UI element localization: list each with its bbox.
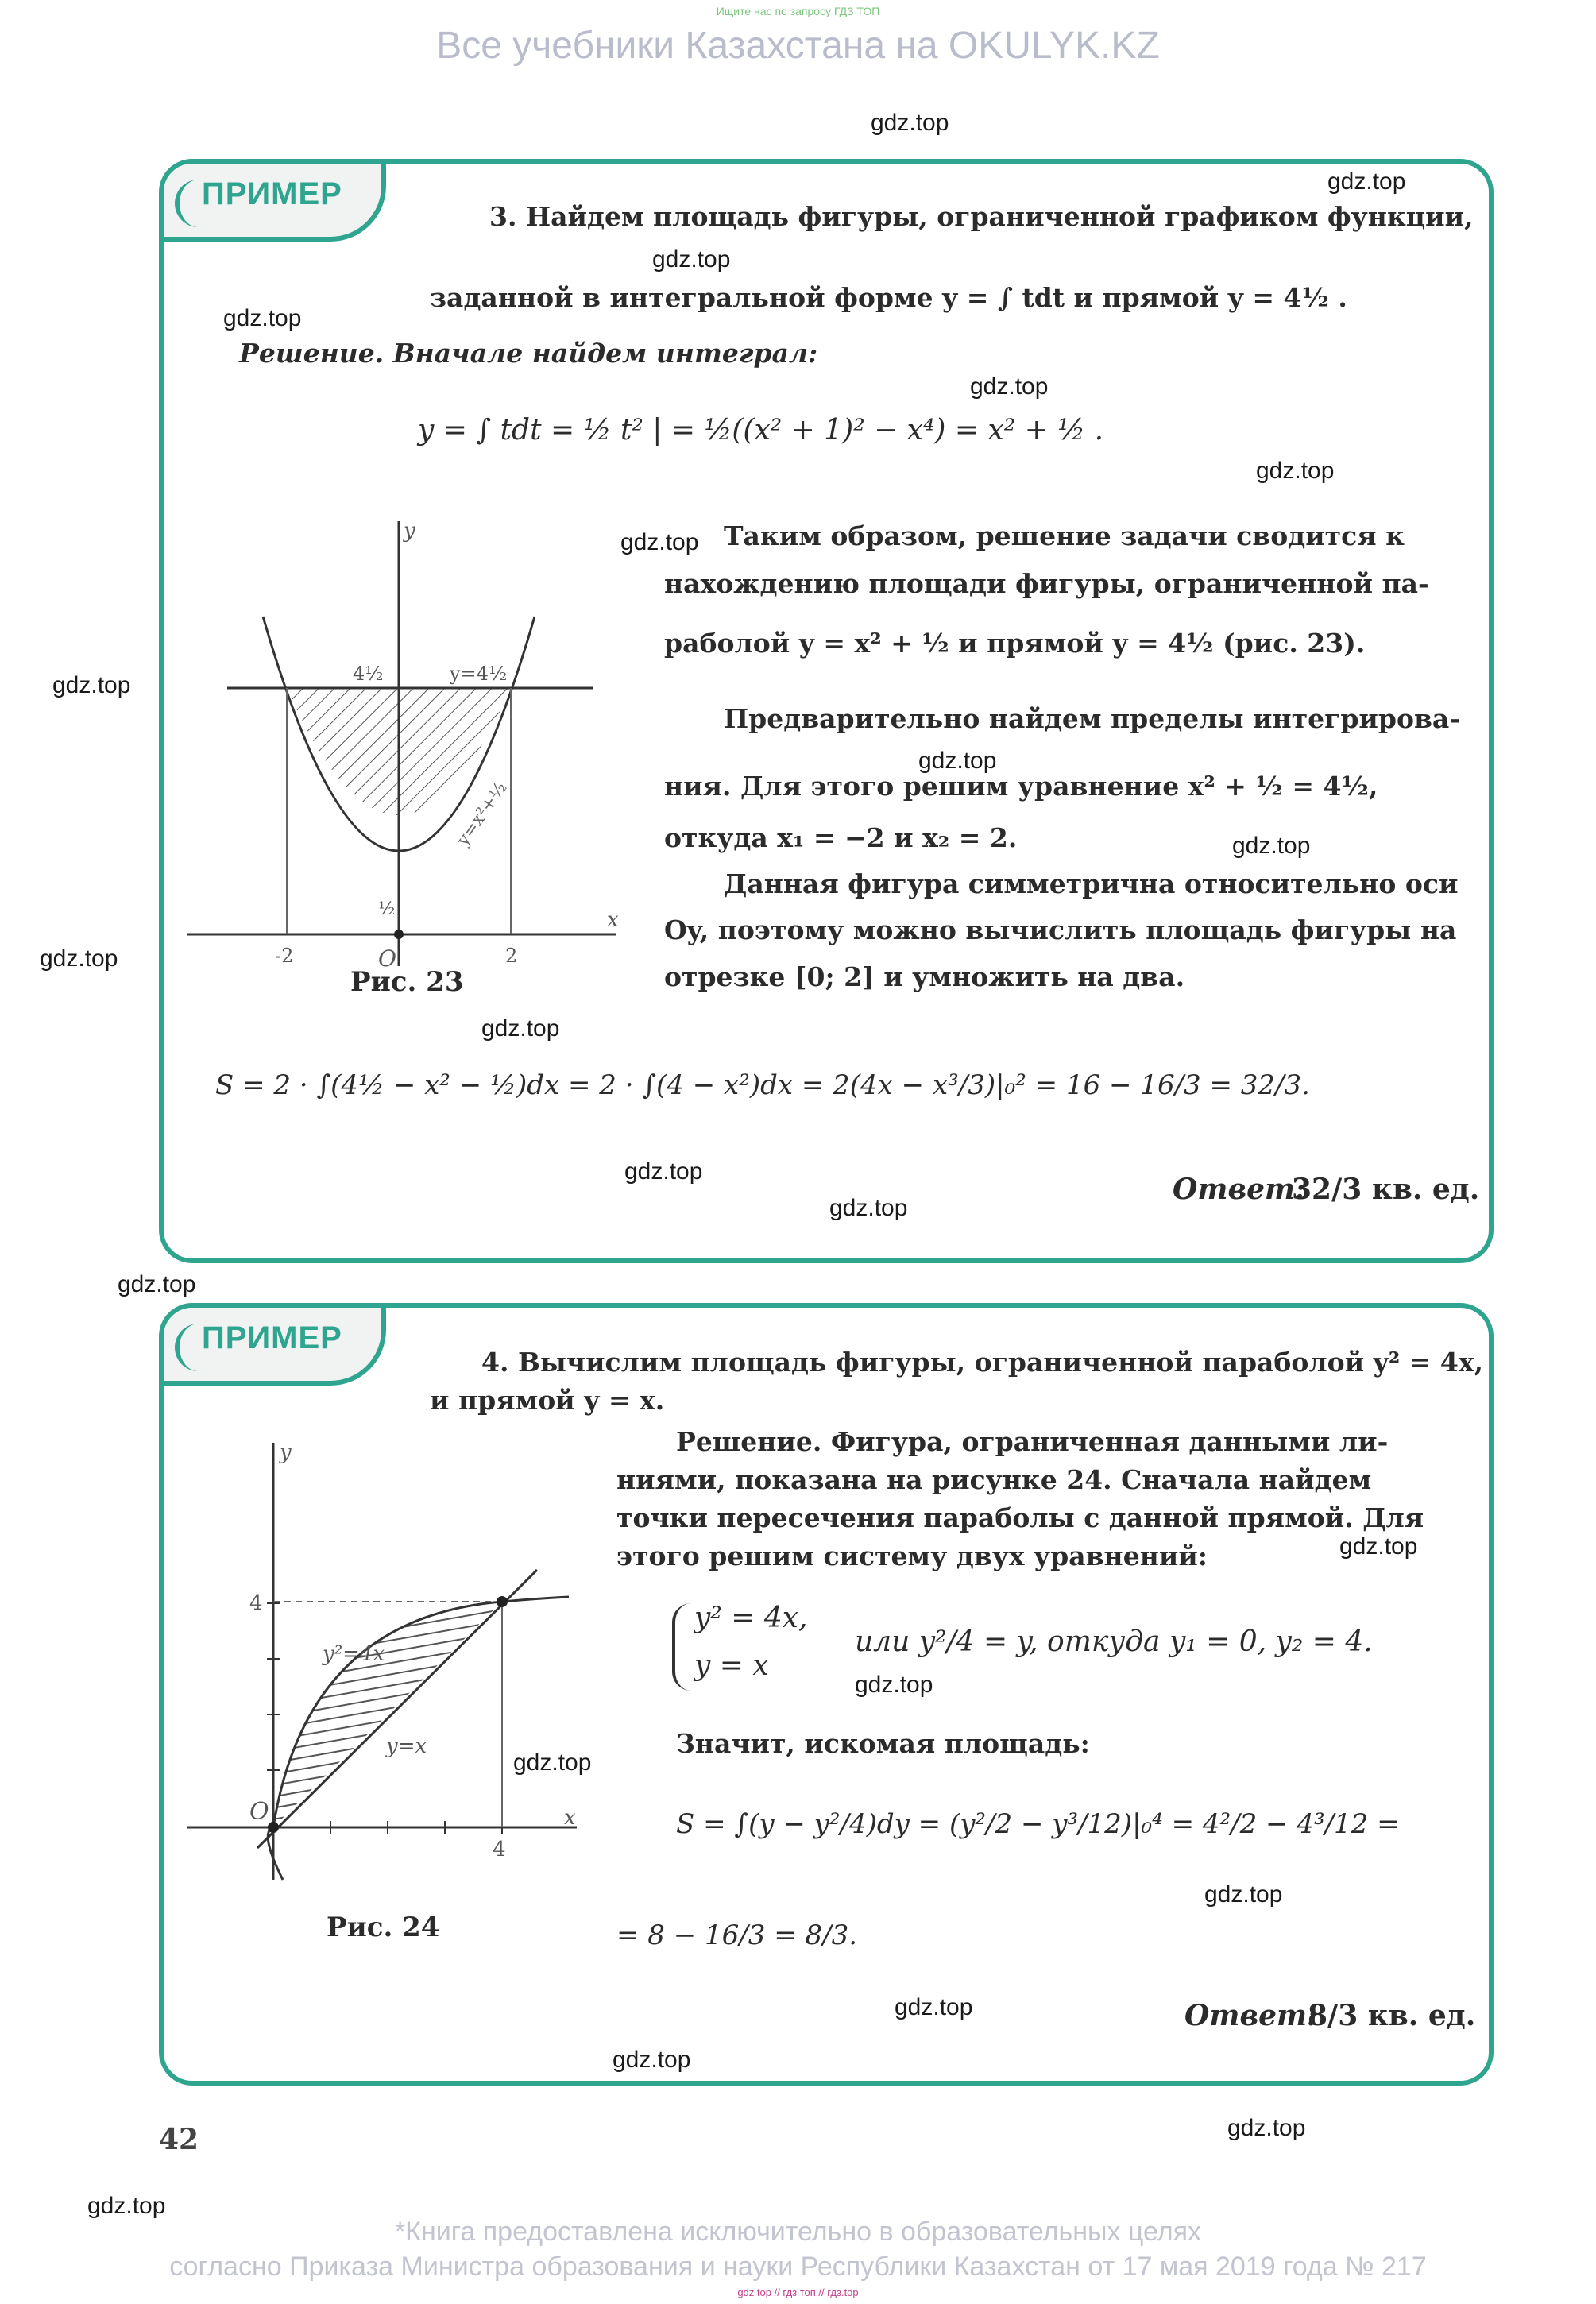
solution-intro: Решение. Вначале найдем интеграл: — [239, 338, 818, 369]
figure-23-caption: Рис. 23 — [350, 966, 464, 998]
watermark: gdz.top — [1204, 1881, 1283, 1908]
line-label: y=x — [386, 1734, 427, 1758]
x-tick-label: 4 — [493, 1838, 506, 1861]
parabola-label: y=x²+½ — [453, 778, 512, 850]
origin-label: O — [378, 945, 396, 972]
level-label: 4½ — [353, 663, 384, 685]
page-number: 42 — [159, 2123, 199, 2156]
figure-24-caption: Рис. 24 — [327, 1912, 440, 1943]
figure-24 — [180, 1435, 593, 1888]
watermark: gdz.top — [829, 1195, 908, 1221]
paragraph-text: Таким образом, решение задачи сводится к — [724, 520, 1405, 551]
area-equation: S = 2 · ∫(4½ − x² − ½)dx = 2 · ∫(4 − x²)dx = 2(4x − x³/3)|₀² = 16 − 16/3 = 32/3. — [215, 1069, 1310, 1101]
answer-label: Ответ: — [1173, 1173, 1306, 1206]
y-axis-label: y — [404, 519, 415, 543]
watermark: gdz.top — [1339, 1533, 1418, 1560]
problem-text: 3. Найдем площадь фигуры, ограниченной графиком функции, — [489, 201, 1474, 232]
line-y-equals-x — [257, 1570, 537, 1848]
y-tick-label: 4 — [249, 1591, 263, 1615]
x-tick-neg: -2 — [275, 945, 294, 967]
answer-value: 8/3 кв. ед. — [1308, 1999, 1476, 2032]
paragraph-text: ния. Для этого решим уравнение x² + ½ = 4½, — [664, 771, 1378, 802]
y-axis-label: y — [280, 1440, 292, 1464]
parabola-label: y²=4x — [323, 1642, 385, 1666]
line-label: y=4½ — [450, 663, 508, 685]
answer-value: 32/3 кв. ед. — [1292, 1173, 1480, 1206]
problem-text: 4. Вычислим площадь фигуры, ограниченной параболой y² = 4x, — [481, 1347, 1484, 1378]
footer-line-2: согласно Приказа Министра образования и науки Республики Казахстан от 17 мая 2019 года № 217 — [169, 2252, 1427, 2282]
example-badge — [164, 1308, 386, 1386]
paragraph-text: ниями, показана на рисунке 24. Сначала найдем — [616, 1464, 1372, 1495]
watermark: gdz.top — [223, 305, 302, 331]
example-badge-label: ПРИМЕР — [202, 1320, 342, 1355]
paragraph-text: точки пересечения параболы с данной прямой. Для — [616, 1502, 1424, 1533]
watermark: gdz.top — [40, 945, 118, 972]
origin-label: O — [249, 1798, 269, 1826]
x-axis-label: x — [564, 1806, 576, 1830]
watermark: gdz.top — [481, 1015, 560, 1042]
area-equation: S = ∫(y − y²/4)dy = (y²/2 − y³/12)|₀⁴ = 4²/2 − 4³/12 = — [676, 1808, 1400, 1840]
watermark: gdz.top — [87, 2193, 166, 2219]
example-badge — [164, 164, 386, 242]
watermark: gdz.top — [513, 1749, 592, 1776]
watermark: gdz.top — [652, 246, 731, 273]
paragraph-text: этого решим систему двух уравнений: — [616, 1541, 1208, 1571]
paragraph-text: Oy, поэтому можно вычислить площадь фигуры на — [664, 914, 1457, 945]
problem-text: заданной в интегральной форме y = ∫ tdt и прямой y = 4½ . — [430, 282, 1347, 313]
watermark: gdz.top — [895, 1994, 973, 2020]
watermark: gdz.top — [1227, 2115, 1306, 2141]
site-title[interactable]: Все учебники Казахстана на OKULYK.KZ — [436, 25, 1160, 67]
watermark: gdz.top — [1232, 833, 1311, 859]
watermark: gdz.top — [620, 529, 699, 555]
paragraph-text: откуда x₁ = −2 и x₂ = 2. — [664, 822, 1018, 853]
example-3-card — [159, 159, 1494, 1263]
paragraph-text: раболой y = x² + ½ и прямой y = 4½ (рис. 23). — [664, 628, 1366, 659]
integral-equation: y = ∫ tdt = ½ t² | = ½((x² + 1)² − x⁴) = x² + ½ . — [418, 414, 1104, 446]
watermark: gdz.top — [1256, 458, 1335, 484]
system-equation-1: y² = 4x, — [694, 1602, 808, 1634]
watermark: gdz.top — [855, 1672, 933, 1698]
x-tick-pos: 2 — [505, 945, 518, 967]
watermark: gdz.top — [1327, 168, 1406, 195]
footer-line-1: *Книга предоставлена исключительно в образовательных целях — [394, 2217, 1202, 2247]
example-badge-label: ПРИМЕР — [202, 176, 342, 211]
x-axis-label: x — [607, 908, 619, 932]
watermark: gdz.top — [918, 748, 997, 774]
area-equation: = 8 − 16/3 = 8/3. — [616, 1919, 858, 1951]
watermark: gdz.top — [613, 2047, 691, 2073]
watermark: gdz.top — [970, 373, 1049, 400]
area-intro: Значит, искомая площадь: — [676, 1728, 1090, 1759]
figure-23 — [180, 513, 624, 974]
footer-small-links: gdz top // гдз топ // гдз.top — [737, 2287, 859, 2298]
top-search-note: Ищите нас по запросу ГДЗ ТОП — [716, 5, 880, 17]
y-tick-half: ½ — [378, 899, 396, 919]
watermark: gdz.top — [52, 672, 131, 698]
watermark: gdz.top — [871, 110, 949, 136]
answer-label: Ответ: — [1184, 1999, 1318, 2032]
example-4-card — [159, 1303, 1494, 2086]
paragraph-text: Данная фигура симметрична относительно оси — [724, 868, 1459, 899]
watermark: gdz.top — [624, 1158, 703, 1185]
watermark: gdz.top — [118, 1271, 196, 1297]
paragraph-text: Решение. Фигура, ограниченная данными ли- — [676, 1426, 1389, 1457]
system-result: или y²/4 = y, откуда y₁ = 0, y₂ = 4. — [855, 1626, 1373, 1658]
problem-text: и прямой y = x. — [430, 1385, 665, 1416]
paragraph-text: отрезке [0; 2] и умножить на два. — [664, 961, 1185, 992]
system-brace — [672, 1603, 691, 1691]
paragraph-text: нахождению площади фигуры, ограниченной па- — [664, 568, 1429, 599]
system-equation-2: y = x — [694, 1649, 769, 1682]
paragraph-text: Предварительно найдем пределы интегрирова- — [724, 703, 1460, 734]
